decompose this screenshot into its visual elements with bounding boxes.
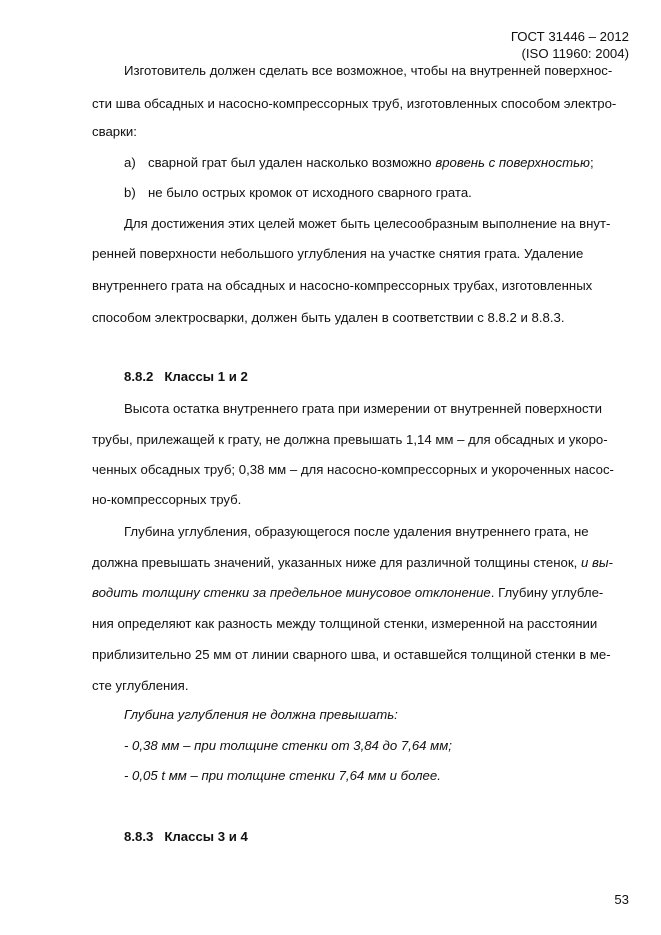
text-line: сти шва обсадных и насосно-компрессорных труб, изготовленных способом электро- [92, 96, 617, 111]
text-line [92, 585, 603, 601]
text-italic: водить толщину стенки за предельное минусовое отклонение [92, 585, 491, 600]
list-text: не было острых кромок от исходного сварного грата. [148, 185, 472, 200]
iso-reference: (ISO 11960: 2004) [521, 46, 629, 61]
text-line: трубы, прилежащей к грату, не должна превышать 1,14 мм – для обсадных и укоро- [92, 432, 608, 447]
text-line [92, 555, 613, 571]
text-line: - 0,05 t мм – при толщине стенки 7,64 мм и более. [124, 768, 441, 783]
page-number: 53 [614, 892, 629, 907]
text-line: Высота остатка внутреннего грата при измерении от внутренней поверхности [124, 401, 603, 416]
section-heading-8-8-2 [124, 369, 248, 385]
section-number: 8.8.2 [124, 369, 154, 384]
list-text-italic: вровень с поверхностью [435, 155, 590, 170]
text-italic: и вы- [580, 555, 613, 570]
section-title: Классы 3 и 4 [164, 829, 248, 844]
text-line: внутреннего грата на обсадных и насосно-компрессорных трубах, изготовленных [92, 278, 593, 293]
section-title: Классы 1 и 2 [164, 369, 248, 384]
text-line: сте углубления. [92, 678, 189, 693]
text-line: приблизительно 25 мм от линии сварного шва, и оставшейся толщиной стенки в ме- [92, 647, 611, 662]
text-plain: . Глубину углубле- [490, 585, 604, 600]
list-marker: a) [124, 155, 136, 170]
text-line: ренней поверхности небольшого углубления на участке снятия грата. Удаление [92, 246, 584, 261]
text-line: ченных обсадных труб; 0,38 мм – для насосно-компрессорных и укороченных насос- [92, 462, 614, 477]
text-line: сварки: [92, 124, 137, 139]
list-text [148, 155, 594, 171]
section-number: 8.8.3 [124, 829, 154, 844]
text-line: Глубина углубления, образующегося после удаления внутреннего грата, не [124, 524, 589, 539]
text-line: способом электросварки, должен быть удален в соответствии с 8.8.2 и 8.8.3. [92, 310, 565, 325]
text-line: Глубина углубления не должна превышать: [124, 707, 398, 722]
text-line: ния определяют как разность между толщиной стенки, измеренной на расстоянии [92, 616, 598, 631]
text-line: но-компрессорных труб. [92, 492, 242, 507]
text-line: - 0,38 мм – при толщине стенки от 3,84 до 7,64 мм; [124, 738, 452, 753]
list-text-end: ; [589, 155, 594, 170]
list-marker: b) [124, 185, 136, 200]
text-plain: должна превышать значений, указанных ниже для различной толщины стенок, [92, 555, 581, 570]
standard-number: ГОСТ 31446 – 2012 [510, 29, 629, 44]
text-line: Для достижения этих целей может быть целесообразным выполнение на внут- [124, 216, 611, 231]
section-heading-8-8-3 [124, 829, 248, 845]
text-line: Изготовитель должен сделать все возможное, чтобы на внутренней поверхнос- [124, 63, 613, 78]
list-text-plain: сварной грат был удален насколько возможно [148, 155, 436, 170]
